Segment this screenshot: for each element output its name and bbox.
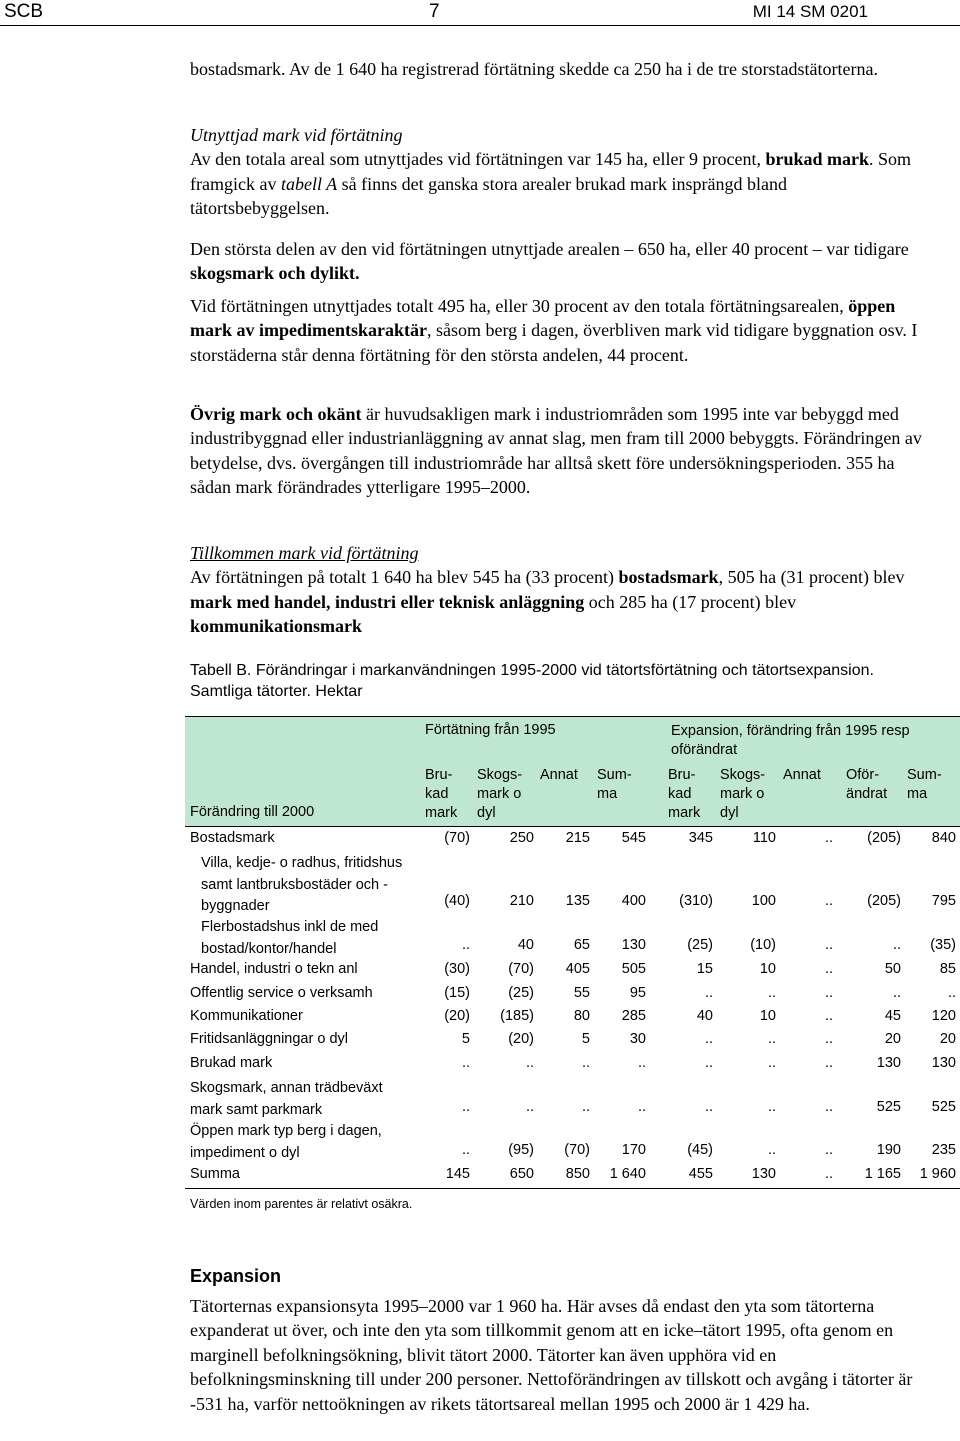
table-cell: (40) [444, 893, 470, 909]
header-divider [0, 25, 960, 26]
table-cell: .. [581, 1055, 590, 1071]
tillkommen-paragraph: Av förtätningen på totalt 1 640 ha blev 545 ha (33 procent) bostadsmark, 505 ha (31 procent) blev mark med handel, industri eller teknisk anläggning och 285 ha (17 procent) blev kommunikationsmark [190, 567, 905, 637]
table-cell: .. [767, 1031, 776, 1047]
table-cell: 210 [509, 893, 534, 909]
table-cell: (20) [444, 1008, 470, 1024]
table-cell: 130 [931, 1055, 956, 1071]
table-cell: 405 [565, 961, 590, 977]
table-cell: 20 [939, 1031, 956, 1047]
table-cell: (10) [750, 937, 776, 953]
table-row-label: Bostadsmark [190, 830, 275, 846]
table-cell: 5 [581, 1031, 590, 1047]
column-group-fortatning: Förtätning från 1995 [425, 722, 556, 738]
table-cell: 130 [751, 1166, 776, 1182]
table-cell: 1 165 [864, 1166, 901, 1182]
column-header: Annat [783, 767, 821, 783]
table-cell: 110 [752, 830, 776, 846]
table-cell: (30) [444, 961, 470, 977]
table-cell: 40 [517, 937, 534, 953]
row-header-label: Förändring till 2000 [190, 804, 315, 820]
table-cell: (205) [867, 893, 901, 909]
table-cell: .. [824, 985, 833, 1001]
table-cell: .. [767, 1099, 776, 1115]
table-cell: (45) [687, 1142, 713, 1158]
table-cell: .. [824, 830, 833, 846]
column-header: Sum- ma [597, 767, 632, 802]
table-cell: .. [824, 1142, 833, 1158]
table-cell: 120 [931, 1008, 956, 1024]
table-cell: .. [767, 1055, 776, 1071]
table-cell: (185) [500, 1008, 534, 1024]
column-group-expansion: Expansion, förändring från 1995 resp oförändrat [671, 723, 910, 758]
table-cell: (70) [444, 830, 470, 846]
table-row-label: Villa, kedje- o radhus, fritidshus samt lantbruksbostäder och -byggnader [201, 855, 403, 914]
table-row-label: Flerbostadshus inkl de med bostad/kontor/handel [201, 919, 379, 957]
table-cell: 85 [939, 961, 956, 977]
table-caption: Tabell B. Förändringar i markanvändningen 1995-2000 vid tätortsförtätning och tätortsexpansion. Samtliga tätorter. Hektar [190, 662, 874, 700]
header-org: SCB [4, 1, 44, 22]
table-cell: (35) [930, 937, 956, 953]
table-row-label: Öppen mark typ berg i dagen, impediment o dyl [190, 1123, 382, 1161]
table-cell: 1 960 [919, 1166, 956, 1182]
table-cell: 285 [621, 1008, 646, 1024]
section-heading-tillkommen: Tillkommen mark vid förtätning [190, 543, 419, 563]
table-cell: 45 [884, 1008, 901, 1024]
table-cell: 135 [565, 893, 590, 909]
column-header: Skogs- mark o dyl [477, 767, 523, 821]
table-cell: (205) [867, 830, 901, 846]
utnyttjad-paragraph-3: Vid förtätningen utnyttjades totalt 495 ha, eller 30 procent av den totala förtätningsarealen, öppen mark av impedimentskaraktär, såsom berg i dagen, överbliven mark vid tidigare byggnation osv. I storstäderna står denna förtätning för den största andelen, 44 procent. [190, 296, 918, 365]
table-cell: .. [525, 1099, 534, 1115]
table-cell: 40 [696, 1008, 713, 1024]
table-cell: .. [824, 1055, 833, 1071]
column-header: Sum- ma [907, 767, 942, 802]
section-utnyttjad [190, 123, 930, 221]
header-report-id: MI 14 SM 0201 [752, 2, 868, 21]
table-cell: .. [637, 1099, 646, 1115]
expansion-paragraph: Tätorternas expansionsyta 1995–2000 var 1 960 ha. Här avses då endast den yta som tätorterna expanderat ut över, och inte den yta som tillkommit genom att en icke–tätort 1995, ofta genom en marginell befolkningsökning, blivit tätort 2000. Tätorter kan även upphöra vid en befolkningsminskning till under 200 personer. Nettoförändringen av tillskott och avgång i tätorter är -531 ha, varför nettoökningen av rikets tätortsareal mellan 1995 och 2000 är 1 429 ha. [190, 1296, 913, 1414]
table-cell: 345 [688, 830, 713, 846]
table-cell: 795 [931, 893, 956, 909]
table-cell: .. [824, 1031, 833, 1047]
table-cell: .. [525, 1055, 534, 1071]
table-cell: 455 [688, 1166, 713, 1182]
table-cell: .. [824, 1099, 833, 1115]
table-cell: .. [461, 1142, 470, 1158]
section-heading-expansion: Expansion [190, 1266, 282, 1286]
table-row-label: Kommunikationer [190, 1008, 303, 1024]
table-cell: (20) [508, 1031, 534, 1047]
table-row-label: Brukad mark [190, 1055, 273, 1071]
utnyttjad-paragraph-1: Av den totala areal som utnyttjades vid förtätningen var 145 ha, eller 9 procent, brukad mark. Som framgick av tabell A så finns det ganska stora arealer brukad mark insprängd bland tätortsbebyggelsen. [190, 149, 912, 219]
table-cell: (25) [687, 937, 713, 953]
column-header: Annat [540, 767, 578, 783]
table-cell: 525 [876, 1099, 901, 1115]
table-cell: .. [704, 1099, 713, 1115]
table-cell: .. [947, 985, 956, 1001]
table-cell: .. [704, 1055, 713, 1071]
table-cell: .. [824, 1166, 833, 1182]
table-cell: 50 [884, 961, 901, 977]
table-cell: 145 [445, 1166, 470, 1182]
table-cell: 5 [461, 1031, 470, 1047]
table-cell: (310) [679, 893, 713, 909]
utnyttjad-paragraph-2: Den största delen av den vid förtätningen utnyttjade arealen – 650 ha, eller 40 procent – var tidigare skogsmark och dylikt. [190, 239, 909, 284]
table-row-label: Summa [190, 1166, 240, 1182]
table-note: Värden inom parentes är relativt osäkra. [190, 1197, 413, 1211]
table-cell: .. [461, 937, 470, 953]
table-cell: .. [824, 893, 833, 909]
section-heading-utnyttjad: Utnyttjad mark vid förtätning [190, 125, 403, 145]
table-cell: .. [892, 937, 901, 953]
table-cell: 1 640 [609, 1166, 646, 1182]
table-row-label: Offentlig service o verksamh [190, 985, 373, 1001]
column-header: Skogs- mark o dyl [720, 767, 766, 821]
table-cell: 130 [621, 937, 646, 953]
table-cell: 10 [759, 1008, 776, 1024]
intro-paragraph: bostadsmark. Av de 1 640 ha registrerad förtätning skedde ca 250 ha i de tre storstadstätorterna. [190, 59, 878, 79]
table-bottom-rule [185, 1188, 960, 1189]
table-cell: 400 [621, 893, 646, 909]
table-cell: (70) [564, 1142, 590, 1158]
table-cell: 850 [565, 1166, 590, 1182]
table-cell: .. [461, 1099, 470, 1115]
table-cell: 20 [884, 1031, 901, 1047]
table-cell: 95 [629, 985, 646, 1001]
table-cell: 190 [876, 1142, 901, 1158]
table-cell: .. [461, 1055, 470, 1071]
column-header: Bru- kad mark [668, 767, 701, 821]
table-cell: 15 [696, 961, 713, 977]
table-cell: 650 [509, 1166, 534, 1182]
table-row-label: Fritidsanläggningar o dyl [190, 1031, 348, 1047]
table-cell: 250 [509, 830, 534, 846]
table-cell: 505 [621, 961, 646, 977]
table-cell: 170 [621, 1142, 646, 1158]
section-tillkommen [190, 541, 930, 639]
table-cell: 65 [573, 937, 590, 953]
column-header: Bru- kad mark [425, 767, 458, 821]
utnyttjad-paragraph-4: Övrig mark och okänt är huvudsakligen mark i industriområden som 1995 inte var bebyggd med industribyggnad eller industrianläggning av annat slag, men fram till 2000 bebyggts. Förändringen av betydelse, dvs. övergången till industriområde har alltså skett före undersökningsperioden. 355 ha sådan mark förändrades ytterligare 1995–2000. [190, 404, 922, 498]
table-cell: .. [581, 1099, 590, 1115]
table-row-label: Handel, industri o tekn anl [190, 961, 358, 977]
table-cell: .. [824, 961, 833, 977]
table-cell: .. [892, 985, 901, 1001]
table-cell: .. [824, 1008, 833, 1024]
table-header-rule [185, 826, 960, 827]
table-cell: .. [767, 1142, 776, 1158]
table-cell: 80 [573, 1008, 590, 1024]
table-cell: (25) [508, 985, 534, 1001]
table-cell: .. [704, 985, 713, 1001]
table-top-rule [185, 716, 960, 717]
table-cell: 10 [759, 961, 776, 977]
table-cell: 130 [876, 1055, 901, 1071]
table-cell: (95) [508, 1142, 534, 1158]
table-cell: (70) [508, 961, 534, 977]
table-cell: 840 [931, 830, 956, 846]
table-cell: 100 [751, 893, 776, 909]
table-row-label: Skogsmark, annan trädbeväxt mark samt parkmark [190, 1080, 383, 1118]
table-cell: (15) [444, 985, 470, 1001]
table-cell: 545 [621, 830, 646, 846]
table-cell: 525 [931, 1099, 956, 1115]
table-cell: .. [767, 985, 776, 1001]
column-header: Oför- ändrat [846, 767, 888, 802]
table-cell: .. [824, 937, 833, 953]
page-header [0, 0, 960, 24]
table-cell: .. [704, 1031, 713, 1047]
table-cell: 55 [573, 985, 590, 1001]
table-cell: 235 [931, 1142, 956, 1158]
page-number: 7 [429, 1, 440, 22]
table-cell: 215 [565, 830, 590, 846]
table-cell: .. [637, 1055, 646, 1071]
table-cell: 30 [629, 1031, 646, 1047]
